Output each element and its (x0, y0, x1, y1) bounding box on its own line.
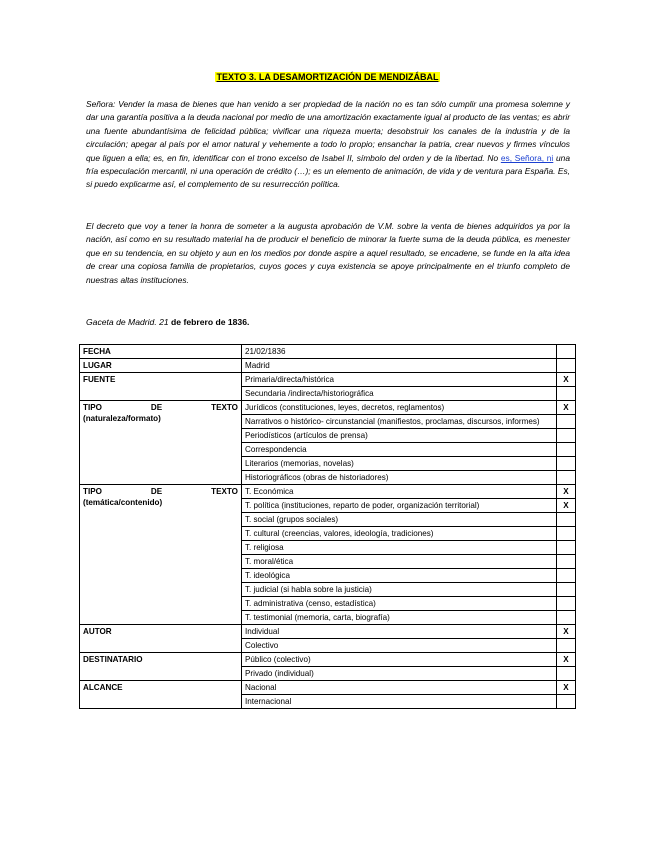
mark-cell: X (556, 499, 575, 513)
option-cell: T. Económica (241, 485, 556, 499)
row-label: FUENTE (80, 373, 242, 401)
table-row (80, 625, 576, 639)
hyperlink[interactable]: es, Señora, ni (500, 152, 554, 163)
option-cell: T. social (grupos sociales) (241, 513, 556, 527)
mark-cell: X (556, 625, 575, 639)
option-cell: T. religiosa (241, 541, 556, 555)
option-cell: Individual (241, 625, 556, 639)
option-cell: Público (colectivo) (241, 653, 556, 667)
row-label: AUTOR (80, 625, 242, 653)
table-row (80, 401, 576, 415)
option-cell: T. testimonial (memoria, carta, biografía) (241, 611, 556, 625)
paragraph-1: Señora: Vender la masa de bienes que han venido a ser propiedad de la nación no es tan sólo cumplir una promesa solemne y dar una garantía positiva a la deuda nacional por medio de una amortización exactamente igual al producto de las ventas; es abrir una fuente abundantísima de felicidad pública; vivificar una riqueza muerta; desobstruir los canales de la industria y de la circulación; apegar al país por el amor natural y vehemente a todo lo propio; ensanchar la patria, crear nuevos y firmes vínculos que liguen a ella; es, en fin, identificar con el trono excelso de Isabel II, símbolo del orden y de la libertad. No es, Señora, ni una fría especulación mercantil, ni una operación de crédito (…); es un elemento de animación, de vida y de ventura para España. Es, si puedo explicarme así, el complemento de su resurrección política. (86, 99, 570, 190)
mark-cell (556, 387, 575, 401)
row-label: ALCANCE (80, 681, 242, 709)
row-label (80, 485, 242, 625)
row-value: 21/02/1836 (241, 345, 556, 359)
table-row (80, 345, 576, 359)
option-cell: T. ideológica (241, 569, 556, 583)
option-cell: T. judicial (si habla sobre la justicia) (241, 583, 556, 597)
row-label-main: TIPO DE TEXTO (83, 403, 238, 412)
mark-cell: X (556, 401, 575, 415)
option-cell: Nacional (241, 681, 556, 695)
option-cell: Privado (individual) (241, 667, 556, 681)
mark-cell (556, 611, 575, 625)
row-label: DESTINATARIO (80, 653, 242, 681)
table-row (80, 359, 576, 373)
option-cell: Colectivo (241, 639, 556, 653)
mark-cell (556, 359, 575, 373)
option-cell: Internacional (241, 695, 556, 709)
mark-cell (556, 457, 575, 471)
row-label-sub: (naturaleza/formato) (83, 414, 161, 423)
row-label: LUGAR (80, 359, 242, 373)
table-row (80, 485, 576, 499)
option-cell: Primaria/directa/histórica (241, 373, 556, 387)
table-row (80, 373, 576, 387)
mark-cell: X (556, 653, 575, 667)
row-label (80, 401, 242, 485)
mark-cell (556, 513, 575, 527)
mark-cell (556, 541, 575, 555)
mark-cell: X (556, 681, 575, 695)
option-cell: Literarios (memorias, novelas) (241, 457, 556, 471)
mark-cell (556, 429, 575, 443)
table-row (80, 653, 576, 667)
table-row (80, 681, 576, 695)
mark-cell (556, 639, 575, 653)
mark-cell (556, 527, 575, 541)
option-cell: Jurídicos (constituciones, leyes, decretos, reglamentos) (241, 401, 556, 415)
row-label: FECHA (80, 345, 242, 359)
option-cell: Periodísticos (artículos de prensa) (241, 429, 556, 443)
mark-cell (556, 667, 575, 681)
option-cell: Secundaria /indirecta/historiográfica (241, 387, 556, 401)
source-citation: Gaceta de Madrid. 21 de febrero de 1836. (86, 317, 250, 327)
option-cell: T. política (instituciones, reparto de poder, organización territorial) (241, 499, 556, 513)
option-cell: Historiográficos (obras de historiadores) (241, 471, 556, 485)
row-label-main: TIPO DE TEXTO (83, 487, 238, 496)
row-label-sub: (temática/contenido) (83, 498, 163, 507)
option-cell: T. administrativa (censo, estadística) (241, 597, 556, 611)
paragraph-2: El decreto que voy a tener la honra de someter a la augusta aprobación de V.M. sobre la venta de bienes adquiridos ya por la nación, así como en su resultado material ha de producir el beneficio de minorar la fuerte suma de la deuda pública, es menester que en su tendencia, en su objeto y aun en los medios por donde aspire a aquel resultado, se encadene, se funde en la alta idea de crear una copiosa familia de propietarios, cuyos goces y cuya existencia se apoye principalmente en el triunfo completo de nuestras altas instituciones. (86, 221, 570, 285)
mark-cell (556, 569, 575, 583)
mark-cell (556, 443, 575, 457)
document-title: TEXTO 3. LA DESAMORTIZACIÓN DE MENDIZÁBAL (216, 72, 439, 82)
mark-cell: X (556, 485, 575, 499)
mark-cell: X (556, 373, 575, 387)
mark-cell (556, 345, 575, 359)
row-value: Madrid (241, 359, 556, 373)
mark-cell (556, 415, 575, 429)
mark-cell (556, 695, 575, 709)
option-cell: T. moral/ética (241, 555, 556, 569)
option-cell: T. cultural (creencias, valores, ideología, tradiciones) (241, 527, 556, 541)
option-cell: Correspondencia (241, 443, 556, 457)
mark-cell (556, 597, 575, 611)
mark-cell (556, 555, 575, 569)
analysis-table (79, 344, 576, 709)
mark-cell (556, 583, 575, 597)
option-cell: Narrativos o histórico- circunstancial (manifiestos, proclamas, discursos, informes) (241, 415, 556, 429)
mark-cell (556, 471, 575, 485)
